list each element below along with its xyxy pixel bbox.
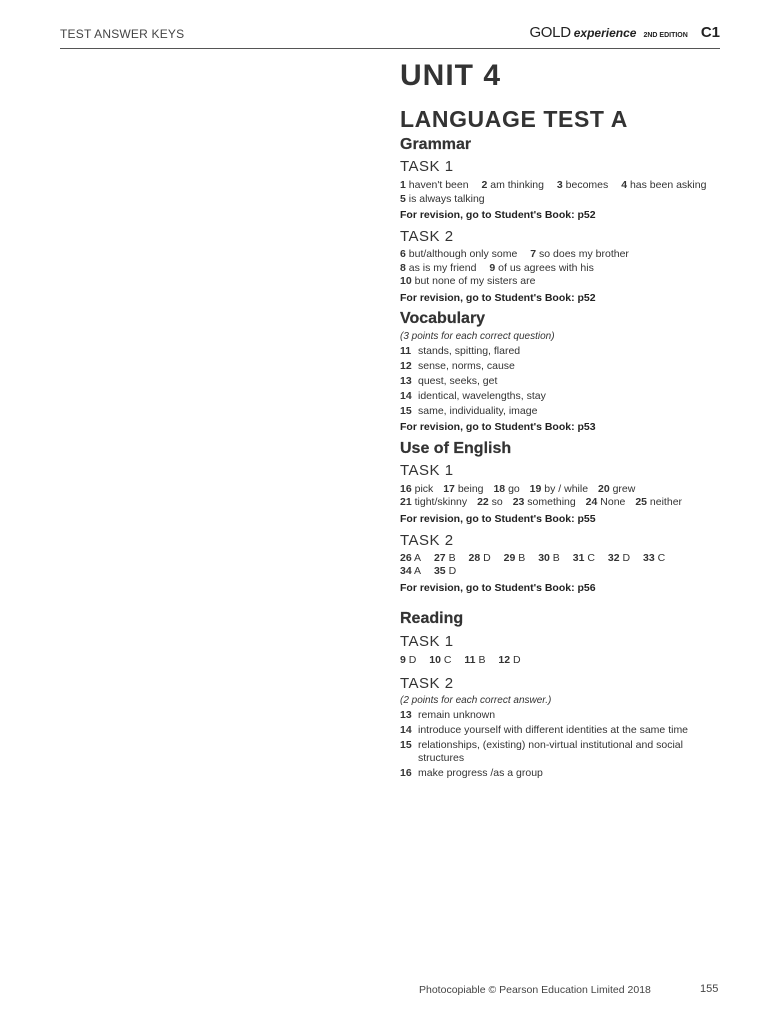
section-reading: Reading (400, 609, 464, 627)
vocabulary-revision: For revision, go to Student's Book: p53 (400, 420, 596, 433)
brand-experience: experience (573, 26, 637, 40)
section-use-of-english: Use of English (400, 439, 512, 457)
list-item: 14 introduce yourself with different identities at the same time (400, 724, 689, 736)
brand-level: C1 (700, 24, 720, 41)
page-header-label: TEST ANSWER KEYS (60, 27, 185, 41)
use-of-english-task1-answers: 16 pick 17 being 18 go 19 by / while 20 grew 21 tight/skinny 22 so 23 something 24 None 25 neither (400, 482, 683, 508)
section-grammar: Grammar (400, 136, 472, 153)
grammar-task1-label: TASK 1 (400, 158, 454, 175)
grammar-task2-revision: For revision, go to Student's Book: p52 (400, 291, 596, 304)
brand-gold: GOLD (529, 24, 571, 41)
brand-edition: 2ND EDITION (643, 32, 688, 39)
list-item: 11 stands, spitting, flared (400, 344, 521, 357)
reading-task1-label: TASK 1 (400, 632, 454, 650)
list-item: 13 remain unknown (400, 709, 496, 721)
reading-task2-list (400, 709, 730, 780)
grammar-task2-label: TASK 2 (400, 228, 454, 245)
test-title: LANGUAGE TEST A (400, 106, 628, 132)
grammar-task2-answers: 6 but/although only some 7 so does my brother 8 as is my friend 9 of us agrees with his 10 but none of my sisters are (400, 248, 629, 287)
answer-key-column (400, 58, 730, 782)
vocabulary-note: (3 points for each correct question) (400, 330, 555, 342)
use-of-english-task1-label: TASK 1 (400, 461, 454, 479)
page-number: 155 (700, 983, 719, 995)
use-of-english-task2-revision: For revision, go to Student's Book: p56 (400, 581, 596, 594)
brand-logo (529, 24, 720, 41)
vocabulary-list (400, 345, 730, 418)
use-of-english-task2-label: TASK 2 (400, 531, 454, 549)
list-item: 15 relationships, (existing) non-virtual institutional and social structures (400, 739, 683, 764)
use-of-english-task2-answers: 26 A 27 B 28 D 29 B 30 B 31 C 32 D 33 C 34 A 35 D (400, 551, 666, 577)
use-of-english-task1-revision: For revision, go to Student's Book: p55 (400, 512, 596, 525)
footer-copyright: Photocopiable © Pearson Education Limited 2018 (419, 984, 651, 996)
list-item: 15 same, individuality, image (400, 404, 538, 417)
list-item: 16 make progress /as a group (400, 767, 543, 779)
reading-task2-label: TASK 2 (400, 675, 454, 692)
reading-task1-answers: 9 D 10 C 11 B 12 D (400, 653, 521, 666)
list-item: 14 identical, wavelengths, stay (400, 389, 546, 402)
list-item: 13 quest, seeks, get (400, 374, 498, 387)
grammar-task1-revision: For revision, go to Student's Book: p52 (400, 209, 596, 221)
unit-title: UNIT 4 (400, 59, 502, 92)
list-item: 12 sense, norms, cause (400, 359, 515, 372)
section-vocabulary: Vocabulary (400, 309, 486, 327)
header-divider (60, 48, 720, 49)
grammar-task1-answers: 1 haven't been 2 am thinking 3 becomes 4 has been asking 5 is always talking (400, 179, 707, 205)
reading-task2-note: (2 points for each correct answer.) (400, 695, 552, 706)
